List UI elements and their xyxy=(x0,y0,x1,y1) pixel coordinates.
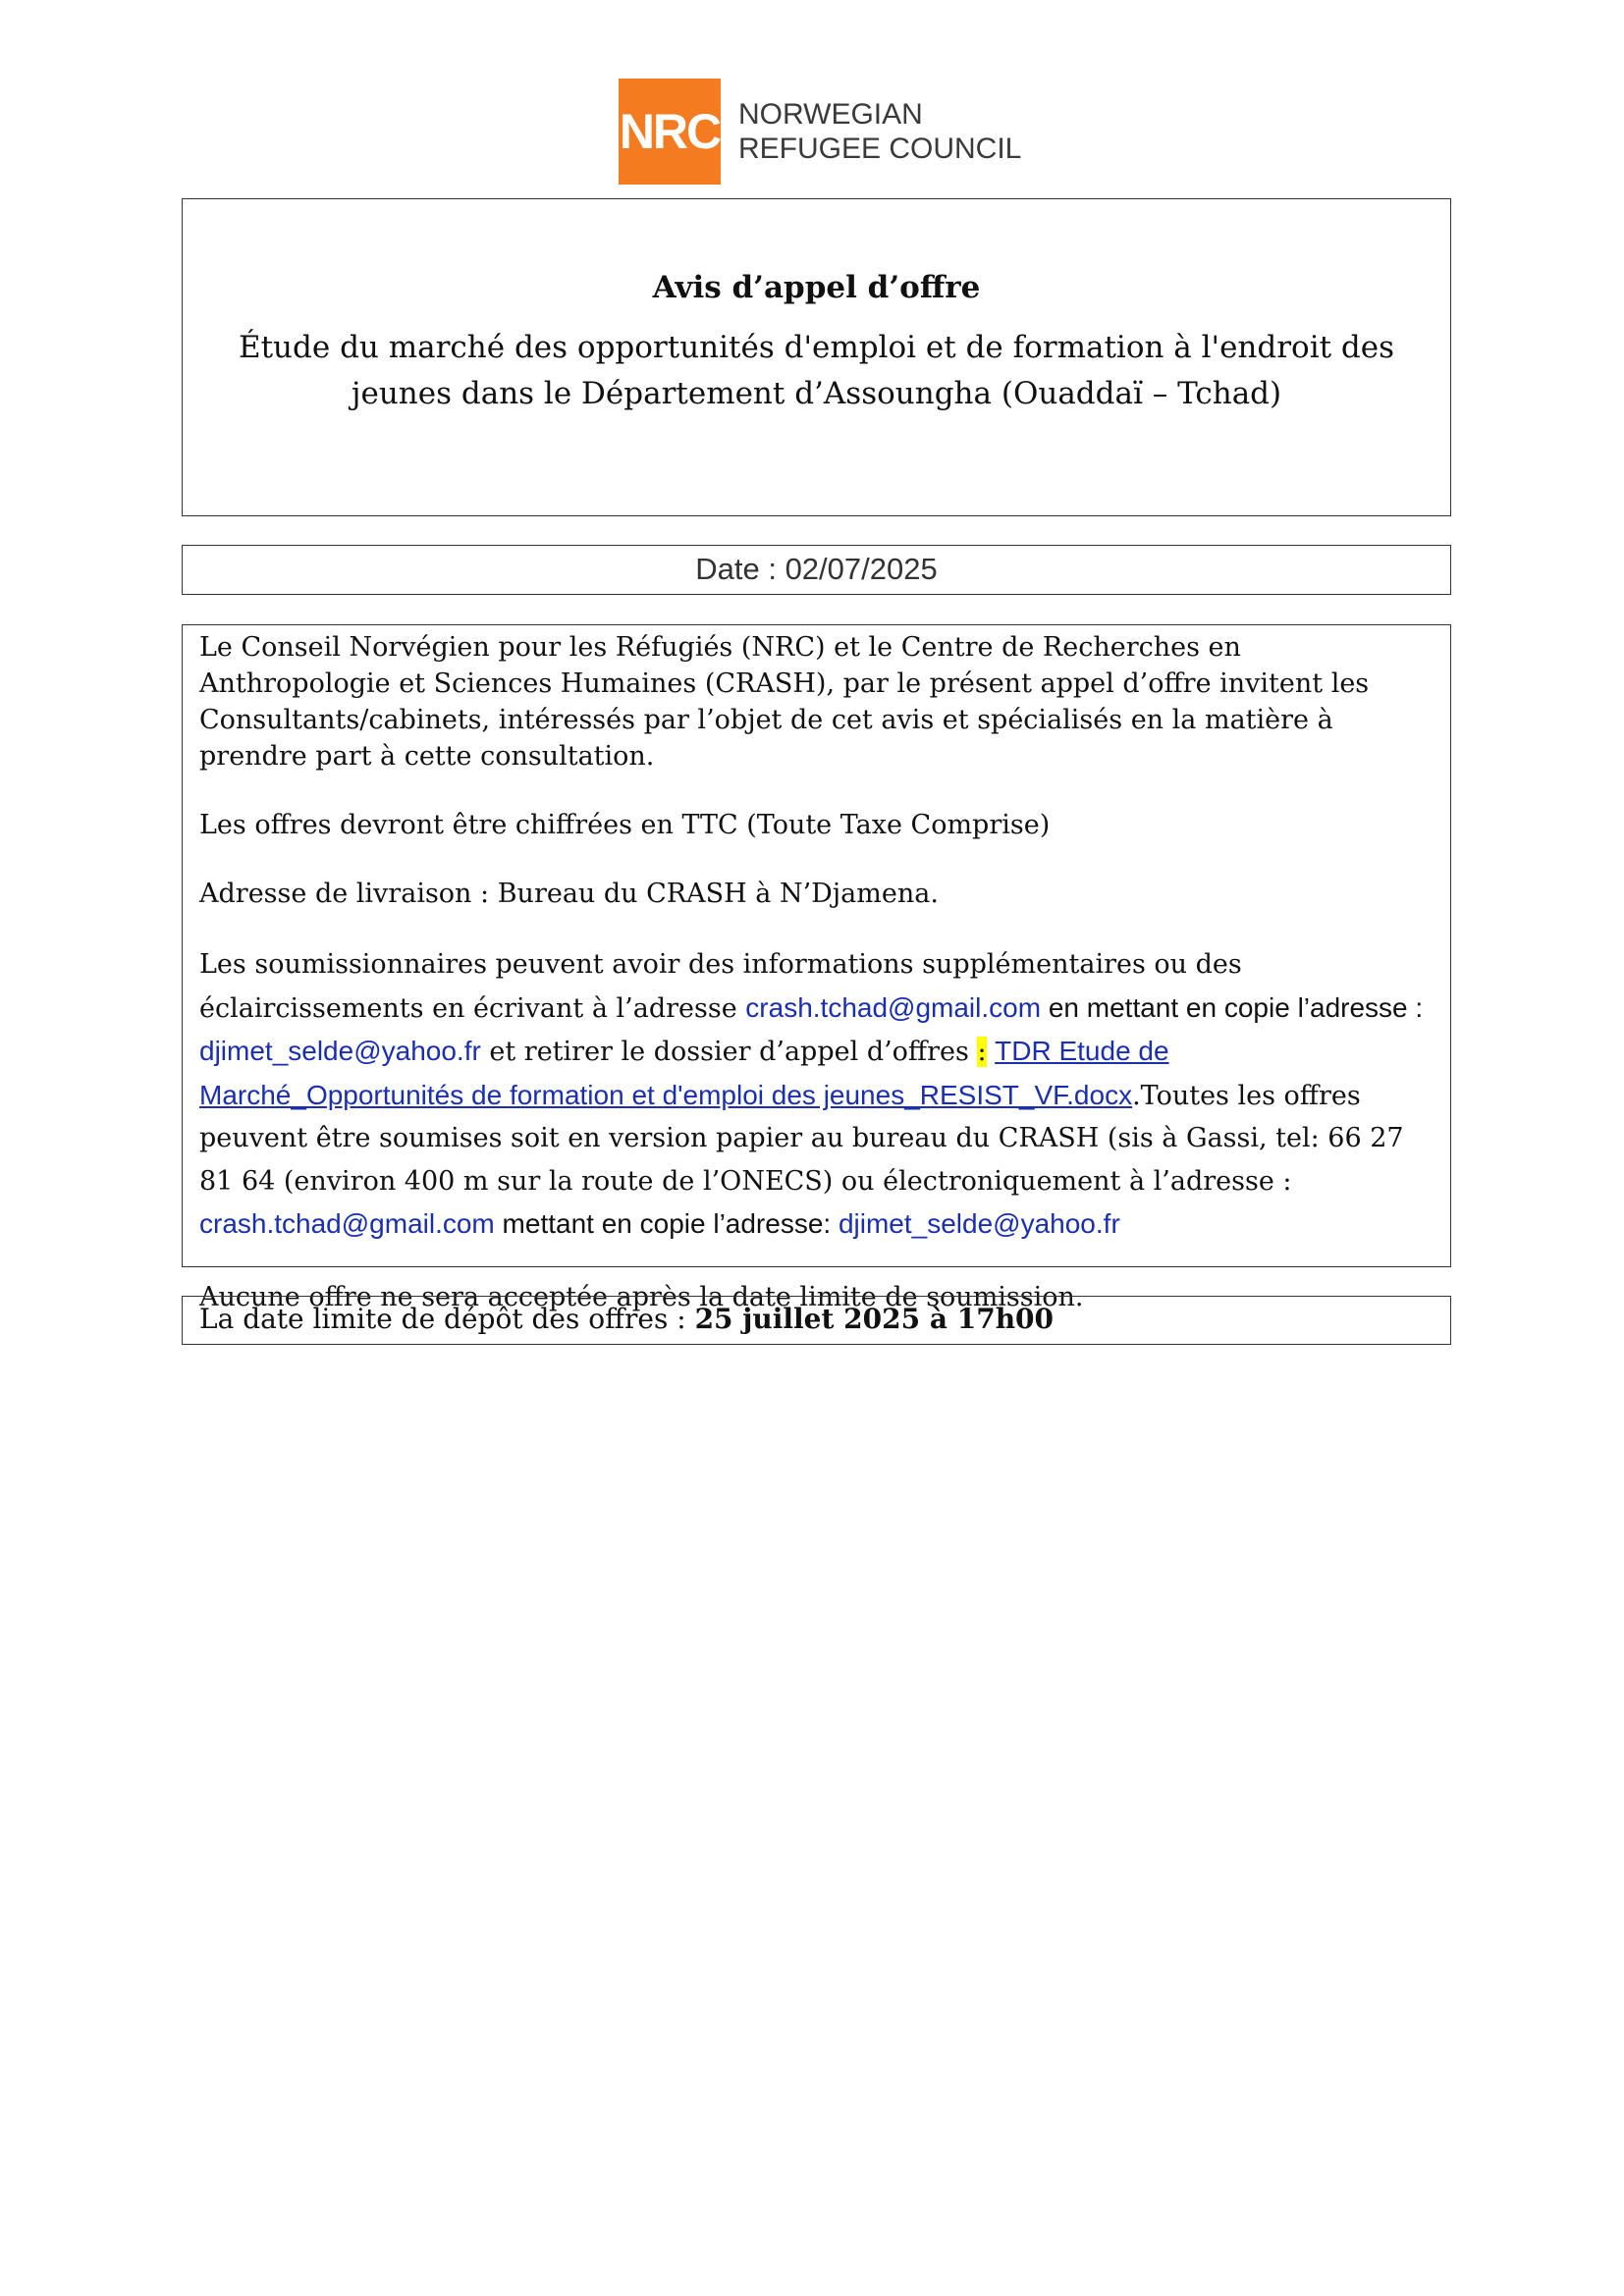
logo-line-2: REFUGEE COUNCIL xyxy=(738,133,1022,165)
intro-paragraph: Le Conseil Norvégien pour les Réfugiés (NRC) et le Centre de Recherches en Anthropologie et Sciences Humaines (CRASH), par le présent appel d’offre invitent les Consultants/cabinets, intéressés par l’objet de cet avis et spécialisés en la matière à prendre part à cette consultation. xyxy=(199,632,1370,772)
email-link-1[interactable]: crash.tchad@gmail.com xyxy=(745,991,1042,1023)
pricing-paragraph: Les offres devront être chiffrées en TTC (Toute Taxe Comprise) xyxy=(199,810,1051,840)
logo-wordmark xyxy=(738,97,1021,166)
title-box xyxy=(182,198,1451,516)
delivery-paragraph: Adresse de livraison : Bureau du CRASH à N’Djamena. xyxy=(199,879,939,909)
contact-text-1: Les soumissionnaires peuvent avoir des informations supplémentaires ou des éclaircissements en écrivant à l’adresse xyxy=(199,949,1242,1024)
email-link-2[interactable]: djimet_selde@yahoo.fr xyxy=(199,1036,481,1066)
contact-text-3: et retirer le dossier d’appel d’offres xyxy=(480,1037,978,1067)
logo-mark: NRC xyxy=(619,79,721,185)
date-box xyxy=(182,545,1451,595)
contact-paragraph xyxy=(199,943,1434,1247)
closing-paragraph: Aucune offre ne sera acceptée après la date limite de soumission. xyxy=(199,1281,1084,1312)
deadline-box xyxy=(182,1296,1451,1345)
logo-line-1: NORWEGIAN xyxy=(738,98,923,131)
deadline-value: 25 juillet 2025 à 17h00 xyxy=(694,1303,1055,1335)
body-box xyxy=(182,624,1451,1312)
email-link-3[interactable]: crash.tchad@gmail.com xyxy=(199,1208,495,1239)
contact-space xyxy=(987,1037,996,1067)
contact-text-2: en mettant en copie l’adresse : xyxy=(1041,991,1424,1023)
nrc-logo xyxy=(619,79,1021,185)
notice-date: Date : 02/07/2025 xyxy=(695,552,938,586)
deadline-label: La date limite de dépôt des offres : xyxy=(199,1303,695,1335)
notice-title: Avis d’appel d’offre xyxy=(652,270,981,305)
tdr-document-link[interactable]: TDR Etude de Marché_Opportunités de formation et d'emploi des jeunes_RESIST_VF.docx xyxy=(199,1036,1169,1110)
notice-subtitle: Étude du marché des opportunités d'emploi et de formation à l'endroit des jeunes dans le Département d’Assoungha (Ouaddaï – Tchad) xyxy=(238,330,1395,411)
contact-text-4: .Toutes les offres peuvent être soumises soit en version papier au bureau du CRASH (sis à Gassi, tel: 66 27 81 64 (environ 400 m sur la route de l’ONECS) ou électroniquement à l’adresse : xyxy=(199,1080,1404,1197)
highlighted-colon: : xyxy=(977,1037,987,1067)
email-link-4[interactable]: djimet_selde@yahoo.fr xyxy=(838,1208,1120,1239)
contact-text-5: mettant en copie l’adresse: xyxy=(494,1208,839,1239)
